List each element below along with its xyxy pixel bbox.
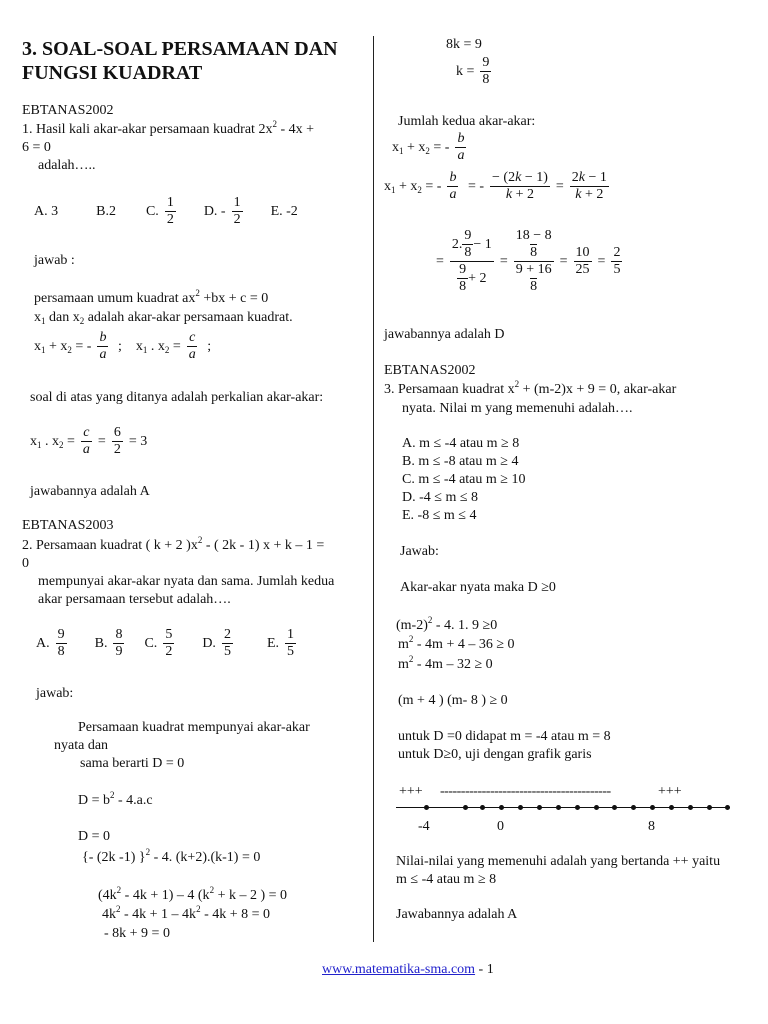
- sum-computation: $x_1 + x_2$ = - $\frac{b}{a}$ = - $\frac{- (2k - 1)}{k + 2}$ = $\frac{2k - 1}{k + 2}$: [384, 170, 607, 202]
- expansion-step: - 8k + 9 = 0: [104, 926, 170, 941]
- solution-set-text: Nilai-nilai yang memenuhi adalah yang bertanda ++ yaitu: [396, 854, 721, 869]
- jawab-label: Jawab:: [400, 544, 439, 559]
- column-divider: [373, 36, 374, 942]
- expansion-step: $4k^2 - 4k + 1 - 4k^2 - 4k + 8 = 0$: [102, 904, 271, 922]
- discriminant-formula: $D = b^2 - 4.a.c$: [78, 790, 153, 808]
- tick-label: 0: [497, 819, 504, 834]
- sign-negative-middle: -----------------------------------------: [440, 784, 611, 799]
- solution-text: nyata dan: [54, 738, 109, 753]
- solution-step: 8k = 9: [446, 37, 482, 52]
- solution-text: sama berarti D = 0: [80, 756, 185, 771]
- option-a: A. m ≤ -4 atau m ≥ 8: [402, 436, 520, 451]
- discriminant-substitution: {- (2k -1) }$^2$ - 4. (k+2).(k-1) = 0: [82, 847, 261, 865]
- jawab-label: jawab:: [36, 686, 74, 701]
- factored-inequality: (m + 4 ) (m- 8 ) ≥ 0: [398, 693, 508, 708]
- question-2-line3: mempunyai akar-akar nyata dan sama. Jumlah kedua: [38, 574, 335, 589]
- option-b: B. m ≤ -8 atau m ≥ 4: [402, 454, 519, 469]
- vieta-formulas: $x_1 + x_2$ = - $\frac{b}{a}$ ; $x_1$ . $x_2$ = $\frac{c}{a}$ ;: [34, 330, 212, 362]
- question-1-line2: 6 = 0: [22, 140, 51, 155]
- source-label: EBTANAS2003: [22, 518, 114, 533]
- product-result: $x_1$ . $x_2$ = $\frac{c}{a}$ = $\frac{6}{2}$ = 3: [30, 425, 148, 457]
- option-d: D. -4 ≤ m ≤ 8: [402, 490, 479, 505]
- question-2-line4: akar persamaan tersebut adalah….: [38, 592, 231, 607]
- question-1-options: A. 3 B.2 C. $\frac{1}{2}$ D. - $\frac{1}{2}$ E. -2: [34, 195, 298, 227]
- inequality-step: $(m-2)^2 - 4$. 1. 9 ≥0: [396, 615, 498, 633]
- sign-positive-right: +++: [658, 784, 682, 799]
- page-title: 3. SOAL-SOAL PERSAMAAN DAN FUNGSI KUADRAT: [22, 38, 338, 84]
- question-2: 2. Persamaan kuadrat ( k + 2 )$x^2$ - ( 2k - 1) x + k – 1 =: [22, 535, 325, 553]
- solution-text: Persamaan kuadrat mempunyai akar-akar: [78, 720, 310, 735]
- expansion-step: $(4k^2 - 4k + 1) - 4$ ($k^2 + k - 2$ ) = 0: [98, 885, 288, 903]
- roots-definition: $x_1$ dan $x_2$ adalah akar-akar persamaan kuadrat.: [34, 310, 293, 326]
- fraction-half: $\frac{1}{2}$: [233, 195, 241, 227]
- question-2-line2: 0: [22, 556, 29, 571]
- question-1: 1. Hasil kali akar-akar persamaan kuadrat $2x^2 - 4x$ +: [22, 119, 315, 137]
- footer: [322, 961, 494, 978]
- page-number: - 1: [475, 962, 494, 977]
- solution-set: m ≤ -4 atau m ≥ 8: [396, 872, 497, 887]
- inequality-step: $m^2 - 4m - 32 \ge 0$: [398, 654, 493, 672]
- question-3: 3. Persamaan kuadrat $x^2 + (m-2)x + 9 = 0$, akar-akar: [384, 379, 677, 397]
- fraction-half: $\frac{1}{2}$: [166, 195, 174, 227]
- source-label: EBTANAS2002: [384, 363, 476, 378]
- sum-evaluation: = 2. $\frac{9}{8}$ − 1 $\frac{9}{8}$ + 2 = 18 − 8 8 9 + 16 8 = $\frac{10}{25}$ = $\frac{2}{5}$: [436, 228, 621, 294]
- sum-formula: $x_1 + x_2$ = - $\frac{b}{a}$: [392, 131, 465, 163]
- question-2-options: A. $\frac{9}{8}$ B. $\frac{8}{9}$ C. $\frac{5}{2}$ D. $\frac{2}{5}$ E. $\frac{1}{5}$: [36, 627, 294, 659]
- answer-3: Jawabannya adalah A: [396, 907, 518, 922]
- inequality-step: $m^2 - 4m + 4 - 36 \ge 0$: [398, 634, 515, 652]
- line-test-note: untuk D≥0, uji dengan grafik garis: [398, 747, 592, 762]
- jawab-label: jawab :: [34, 253, 75, 268]
- soal-note: soal di atas yang ditanya adalah perkalian akar-akar:: [30, 390, 324, 405]
- real-roots-condition: Akar-akar nyata maka D ≥0: [400, 580, 556, 595]
- tick-label: 8: [648, 819, 655, 834]
- website-link[interactable]: www.matematika-sma.com: [322, 962, 476, 977]
- sum-label: Jumlah kedua akar-akar:: [398, 114, 536, 129]
- option-c: C. m ≤ -4 atau m ≥ 10: [402, 472, 526, 487]
- discriminant-zero: D = 0: [78, 829, 111, 844]
- source-label: EBTANAS2002: [22, 103, 114, 118]
- answer-2: jawabannya adalah D: [384, 327, 505, 342]
- general-equation: persamaan umum kuadrat $ax^2 +bx + c = 0$: [34, 288, 269, 306]
- question-1-adalah: adalah…..: [38, 158, 96, 173]
- answer-1: jawabannya adalah A: [30, 484, 150, 499]
- question-3-line2: nyata. Nilai m yang memenuhi adalah….: [402, 401, 633, 416]
- number-line: [396, 807, 730, 808]
- boundary-values: untuk D =0 didapat m = -4 atau m = 8: [398, 729, 611, 744]
- sign-positive-left: +++: [399, 784, 423, 799]
- k-value: k = $\frac{9}{8}$: [456, 55, 490, 87]
- tick-label: -4: [418, 819, 430, 834]
- option-e: E. -8 ≤ m ≤ 4: [402, 508, 477, 523]
